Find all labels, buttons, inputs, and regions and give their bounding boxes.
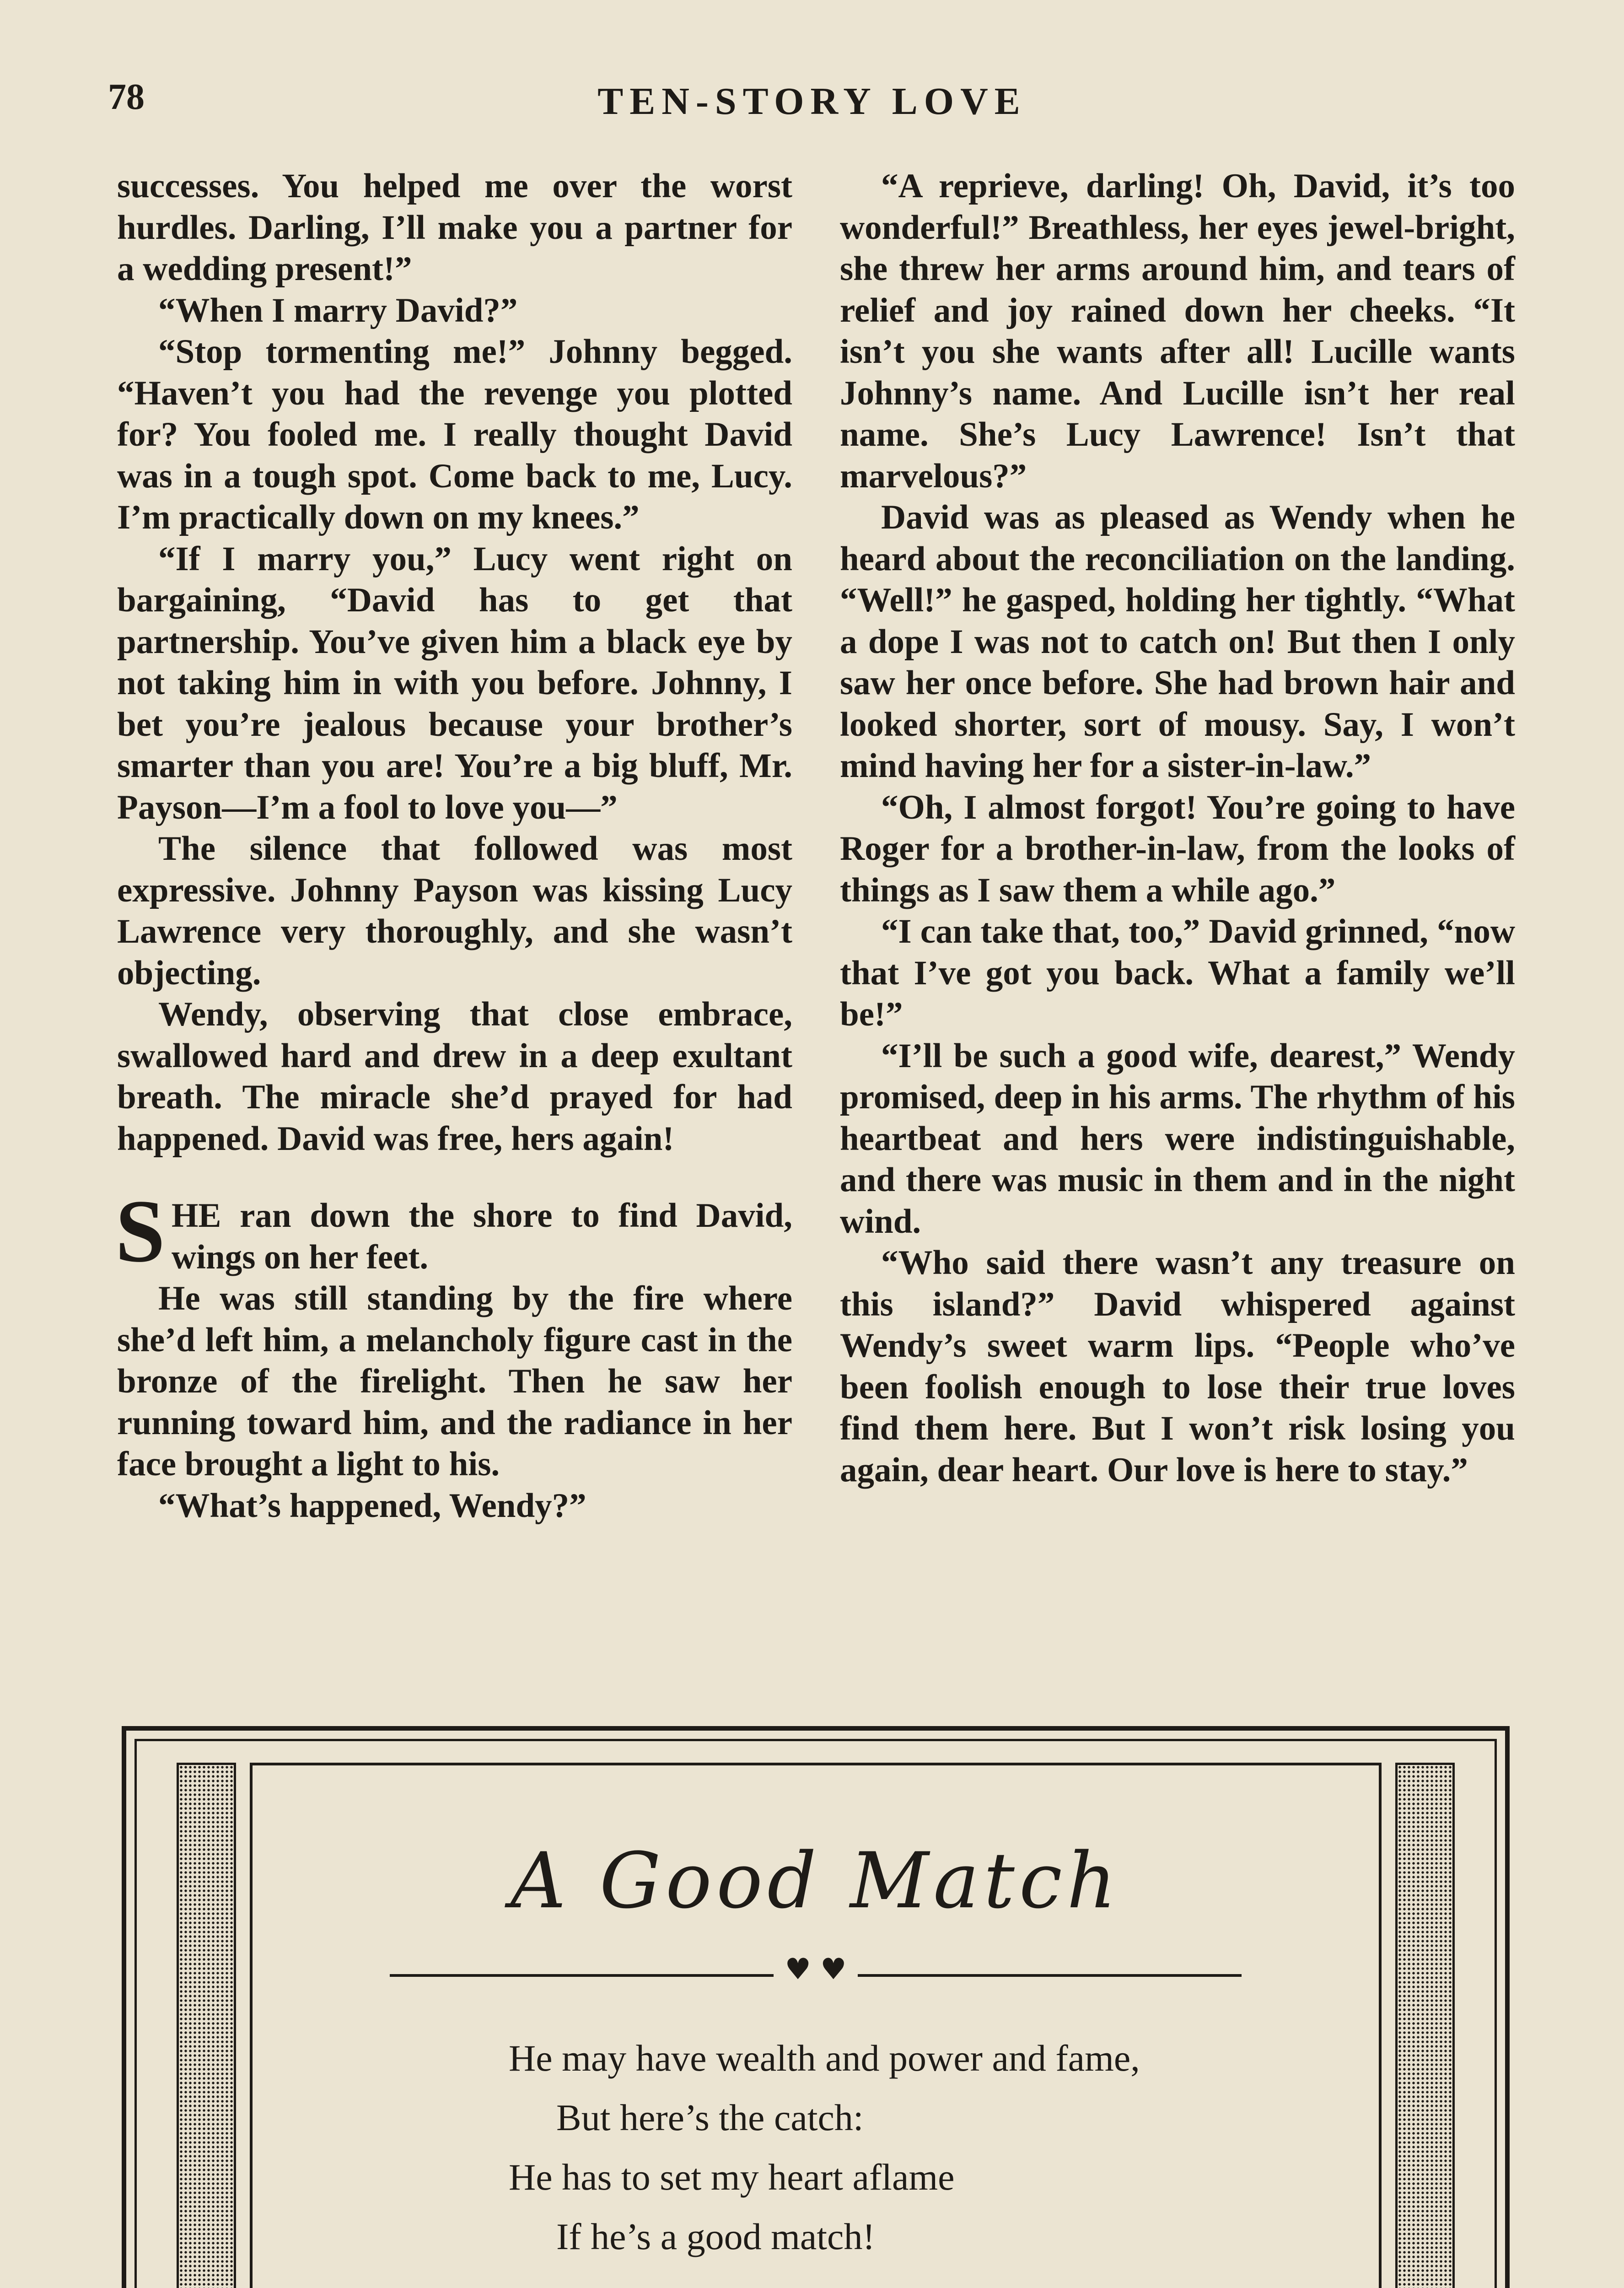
heart-ornament [253, 1955, 1379, 1984]
paragraph: “A reprieve, darling! Oh, David, it’s too wonderful!” Breathless, her eyes jewel-bright, she threw her arms around him, and tears of relief and joy rained down her cheeks. “It isn’t you she wants after all! Lucille wants Johnny’s name. And Lucille isn’t her real name. She’s Lucy Lawrence! Isn’t that marvelous?” [840, 167, 1515, 495]
right-column [840, 166, 1515, 1491]
paragraph: “If I marry you,” Lucy went right on bargaining, “David has to get that partnership. You’ve given him a black eye by not taking him in with you before. Johnny, I bet you’re jealous because your brother’s smarter than you are! You’re a big bluff, Mr. Payson—I’m a fool to love you—” [117, 540, 792, 826]
poem-line: But here’s the catch: [556, 2097, 864, 2138]
poem-stanza [509, 2029, 1140, 2266]
dropcap-paragraph-text: HE ran down the shore to find David, wings on her feet. [172, 1197, 792, 1276]
hearts-icon: ♥ ♥ [774, 1953, 857, 1986]
poem-line: If he’s a good match! [556, 2216, 875, 2257]
paragraph: David was as pleased as Wendy when he heard about the reconciliation on the landing. “Well!” he gasped, holding her tightly. “What a dope I was not to catch on! But then I only saw her once before. She had brown hair and looked shorter, sort of mousy. Say, I won’t mind having her for a sister-in-law.” [840, 498, 1515, 785]
paragraph: “I’ll be such a good wife, dearest,” Wendy promised, deep in his arms. The rhythm of his heartbeat and hers were indistinguishable, and there was music in them and in the night wind. [840, 1036, 1515, 1241]
running-head: TEN-STORY LOVE [597, 80, 1027, 123]
paragraph: “When I marry David?” [158, 291, 518, 329]
paragraph: He was still standing by the fire where she’d left him, a melancholy figure cast in the bronze of the firelight. Then he saw her running toward him, and the radiance in her face brought a light to his. [117, 1279, 792, 1483]
decorative-border-left [177, 1763, 236, 2288]
paragraph: “Oh, I almost forgot! You’re going to have Roger for a brother-in-law, from the looks of things as I saw them a while ago.” [840, 788, 1515, 909]
paragraph: Wendy, observing that close embrace, swallowed hard and drew in a deep exultant breath. The miracle she’d prayed for had happened. David was free, hers again! [117, 995, 792, 1158]
section-break [117, 1160, 792, 1195]
poem-line: He may have wealth and power and fame, [509, 2037, 1140, 2079]
paragraph: “What’s happened, Wendy?” [158, 1486, 586, 1525]
paragraph: successes. You helped me over the worst hurdles. Darling, I’ll make you a partner for a wedding present!” [117, 167, 792, 288]
paragraph: The silence that followed was most expressive. Johnny Payson was kissing Lucy Lawrence very thoroughly, and she wasn’t objecting. [117, 830, 792, 992]
decorative-border-right [1395, 1763, 1455, 2288]
paragraph: “I can take that, too,” David grinned, “now that I’ve got you back. What a family we’ll be!” [840, 912, 1515, 1033]
dropcap-paragraph [115, 1182, 792, 1281]
left-column [117, 166, 792, 1527]
page-number: 78 [108, 77, 145, 117]
paragraph: “Who said there wasn’t any treasure on this island?” David whispered against Wendy’s sweet warm lips. “People who’ve been foolish enough to lose their true loves find them here. But I won’t risk losing you again, dear heart. Our love is here to stay.” [840, 1244, 1515, 1489]
poem-title: A Good Match [510, 1836, 1121, 1926]
poem-line: He has to set my heart aflame [509, 2156, 955, 2198]
drop-cap-letter: S [115, 1182, 166, 1281]
paragraph: “Stop tormenting me!” Johnny begged. “Haven’t you had the revenge you plotted for? You fooled me. I really thought David was in a tough spot. Come back to me, Lucy. I’m practically down on my knees.” [117, 333, 792, 536]
poem-inner-panel [250, 1763, 1382, 2288]
poem-box [122, 1726, 1510, 2288]
